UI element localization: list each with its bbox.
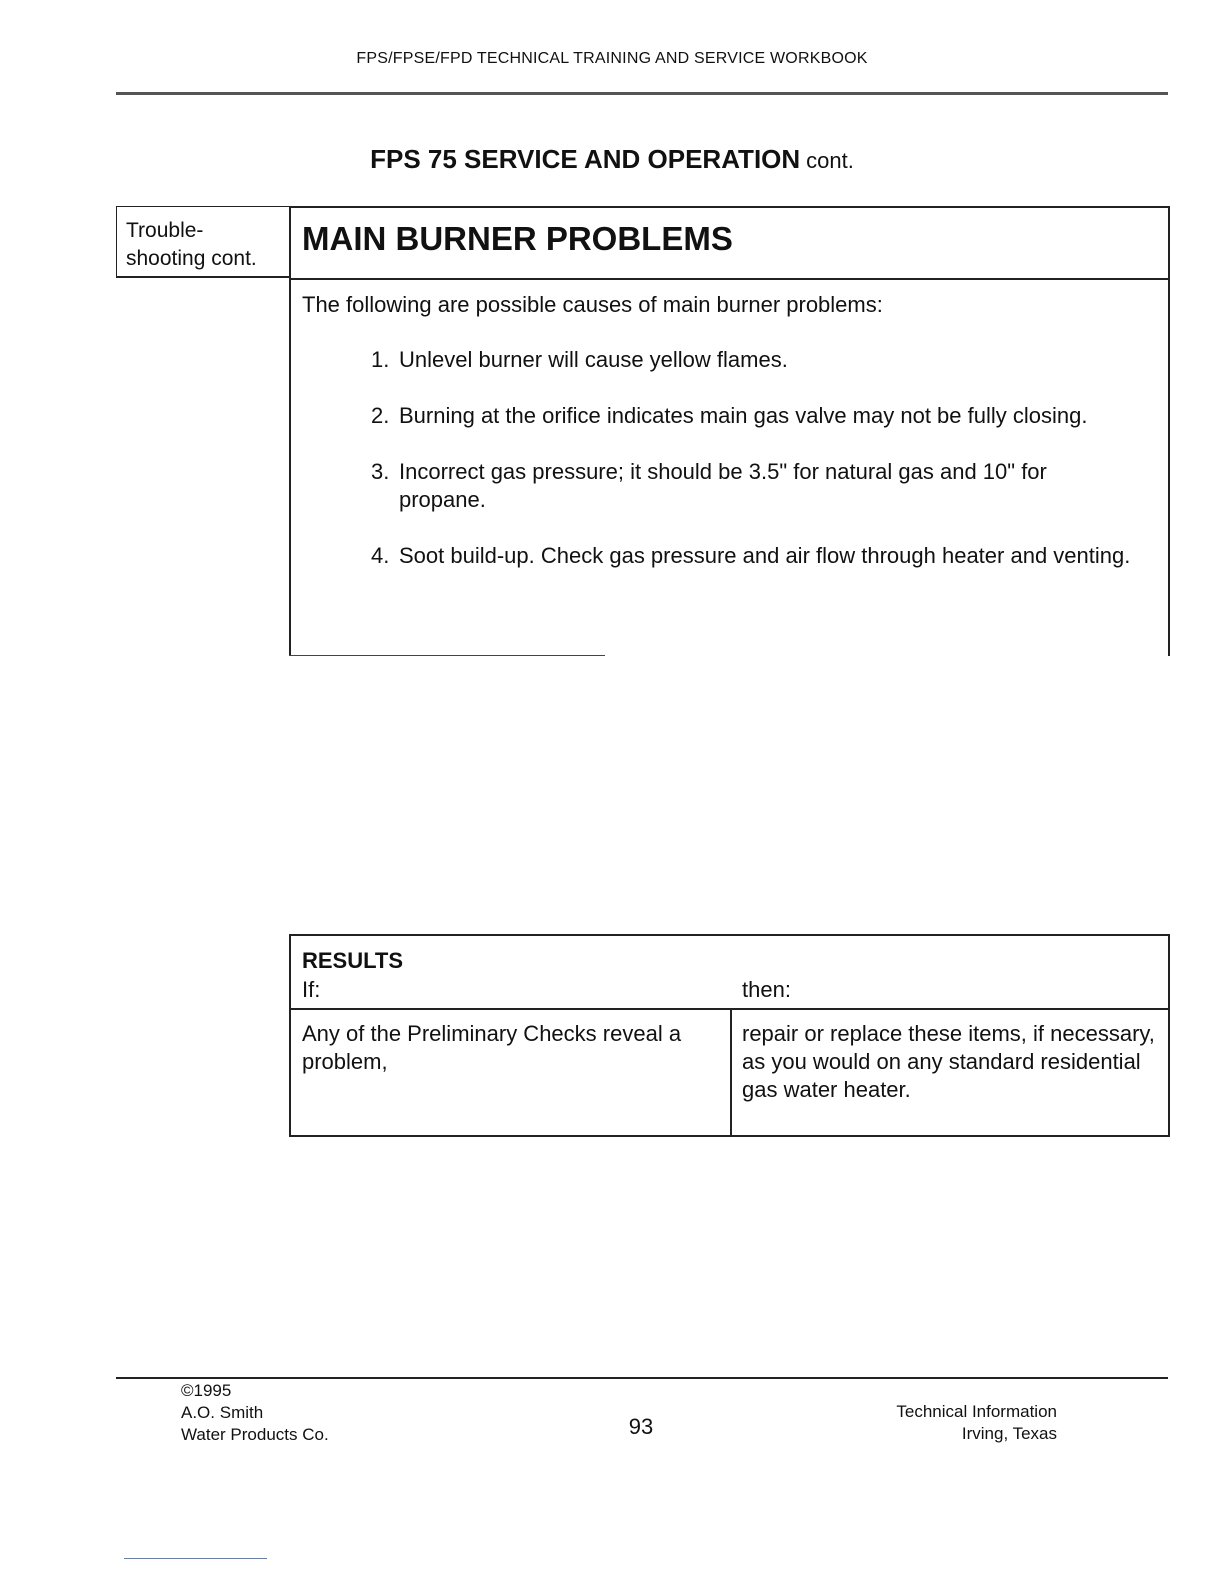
cause-item <box>371 346 1131 374</box>
page-title-suffix: cont. <box>806 148 854 173</box>
scan-mark-line <box>124 1558 267 1559</box>
footer-copyright: ©1995 <box>181 1381 232 1400</box>
cause-number: 3. <box>371 459 390 484</box>
page-title-main: FPS 75 SERVICE AND OPERATION <box>370 144 801 174</box>
side-label-line2: shooting cont. <box>126 247 257 270</box>
footer-right-line1: Technical Information <box>896 1402 1057 1421</box>
cause-number: 2. <box>371 403 390 428</box>
cause-number: 4. <box>371 543 390 568</box>
causes-list <box>371 346 1131 598</box>
page-title <box>0 144 1224 175</box>
cause-text: Burning at the orifice indicates main gas valve may not be fully closing. <box>399 403 1088 428</box>
header-rule <box>116 92 1168 95</box>
cause-item <box>371 542 1131 570</box>
results-then-header: then: <box>742 977 791 1002</box>
cause-text: Soot build-up. Check gas pressure and air flow through heater and venting. <box>399 543 1131 568</box>
footer-right <box>896 1401 1057 1445</box>
footer-company-line2: Water Products Co. <box>181 1425 329 1444</box>
side-label <box>116 206 290 278</box>
section-heading: MAIN BURNER PROBLEMS <box>291 208 1168 280</box>
results-header-row <box>291 936 1168 1010</box>
side-label-line1: Trouble- <box>126 219 204 242</box>
results-if-header: If: <box>302 977 321 1002</box>
cause-text: Incorrect gas pressure; it should be 3.5" for natural gas and 10" for propane. <box>399 459 1047 512</box>
results-then-cell: repair or replace these items, if necessary, as you would on any standard residential gas water heater. <box>742 1021 1155 1102</box>
results-if-cell: Any of the Preliminary Checks reveal a problem, <box>302 1021 682 1074</box>
footer-company-line1: A.O. Smith <box>181 1403 264 1422</box>
cause-number: 1. <box>371 347 390 372</box>
results-table <box>289 934 1170 1137</box>
main-burner-problems-box <box>289 206 1170 656</box>
section-intro: The following are possible causes of main burner problems: <box>302 292 883 317</box>
box-bottom-rule <box>289 655 605 656</box>
running-header: FPS/FPSE/FPD TECHNICAL TRAINING AND SERVICE WORKBOOK <box>356 50 868 67</box>
page-number: 93 <box>628 1414 654 1439</box>
results-column-divider <box>730 1010 732 1137</box>
footer-rule <box>116 1377 1168 1379</box>
footer-right-line2: Irving, Texas <box>961 1424 1057 1443</box>
cause-item <box>371 458 1131 514</box>
cause-text: Unlevel burner will cause yellow flames. <box>399 347 788 372</box>
results-title: RESULTS <box>302 948 404 973</box>
cause-item <box>371 402 1131 430</box>
